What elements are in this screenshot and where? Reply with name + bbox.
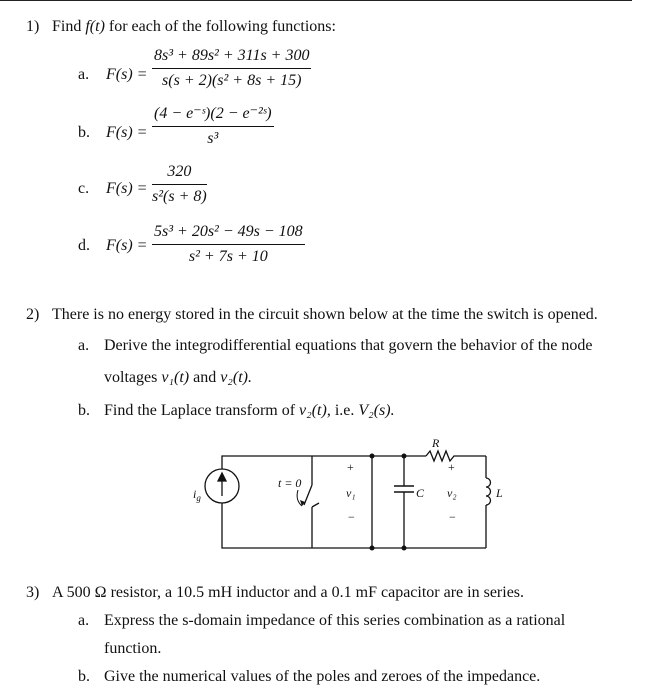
v1-plus: + [347,460,354,474]
q1-prompt-post: for each of the following functions: [108,18,336,35]
q2b-mid: , i.e. [326,402,355,419]
q1b-letter: b. [78,124,90,141]
resistor-symbol [426,451,486,461]
q2a-line2-pre: voltages [104,369,158,386]
q3a-letter: a. [78,612,90,629]
q1b-numerator: (4 − e⁻ˢ)(2 − e⁻²ˢ) [154,105,272,122]
q3a-line2: function. [104,640,162,657]
q1c-numerator: 320 [167,163,192,180]
q1d-denominator: s² + 7s + 10 [188,248,268,265]
q3-text: A 500 Ω resistor, a 10.5 mH inductor and a 0.1 mF capacitor are in series. [52,584,525,601]
node-bottom-v1 [370,546,375,551]
v2-plus: + [448,460,455,474]
switch-blade [304,485,312,505]
q2b-v2: v₂(t) [299,402,327,419]
q2a-v2: v₂(t). [220,369,252,386]
q2a-line1: Derive the integrodifferential equations that govern the behavior of the node [104,337,593,354]
q1c-letter: c. [78,180,90,197]
q1a-lhs: F(s) = [106,66,148,83]
v2-minus: − [449,510,456,524]
q1-number: 1) [26,18,40,35]
res-label: R [432,436,440,450]
q3b-letter: b. [78,668,90,685]
q2a-v1: v₁(t) [161,369,190,386]
q2-number: 2) [26,306,40,323]
q1a-letter: a. [78,66,90,83]
q2b-V2: V₂(s). [358,402,395,419]
v1-minus: − [348,510,355,524]
cap-label: C [416,486,425,500]
q1d-numerator: 5s³ + 20s² − 49s − 108 [154,223,303,240]
q1-func: f(t) [85,18,105,35]
v2-label: v₂ [447,486,457,500]
q2a-and: and [193,369,217,386]
ind-label: L [496,486,503,500]
q1b-denominator: s³ [207,130,219,147]
q3b-text: Give the numerical values of the poles and zeroes of the impedance. [104,668,541,685]
node-bottom-cap [402,546,407,551]
switch-label: t = 0 [278,476,302,490]
q1c-denominator: s²(s + 8) [152,188,207,205]
inductor-symbol [486,478,491,505]
v1-label: v₁ [346,486,356,500]
q3a-line1: Express the s-domain impedance of this series combination as a rational [104,612,566,629]
node-top-cap [402,454,407,459]
q2a-letter: a. [78,337,90,354]
q1a-numerator: 8s³ + 89s² + 311s + 300 [154,47,310,64]
q1-prompt-pre: Find [52,18,82,35]
q2b-pre: Find the Laplace transform of [104,402,296,419]
q1b-lhs: F(s) = [106,124,148,141]
q3-number: 3) [26,584,40,601]
q1a-denominator: s(s + 2)(s² + 8s + 15) [162,72,302,89]
node-top-v1 [370,454,375,459]
q1d-lhs: F(s) = [106,237,148,254]
q2b-letter: b. [78,402,90,419]
q1c-lhs: F(s) = [106,180,148,197]
source-label: $i_g$ [193,487,201,503]
q1d-letter: d. [78,237,90,254]
q2-text: There is no energy stored in the circuit shown below at the time the switch is opened. [52,306,598,323]
